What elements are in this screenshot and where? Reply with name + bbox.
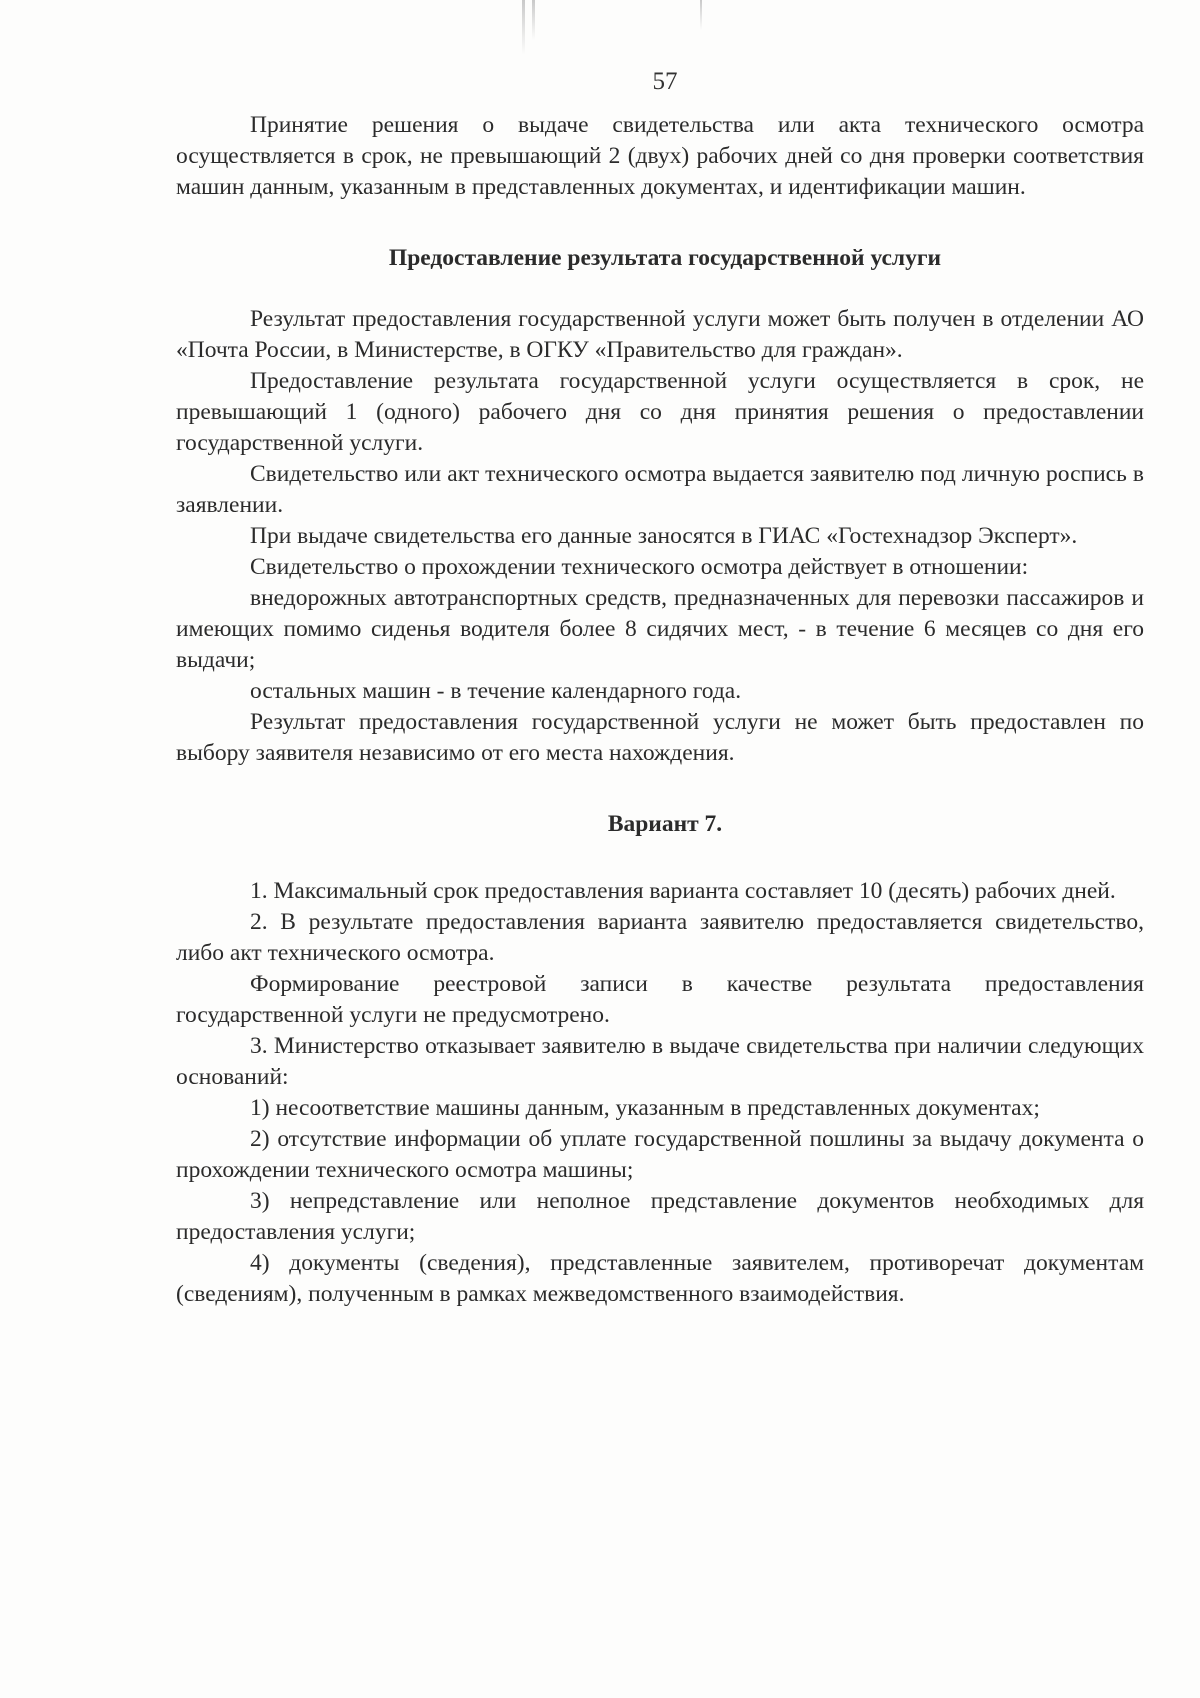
paragraph: Предоставление результата государственной услуги осуществляется в срок, не превышающий 1 (одного) рабочего дня со дня принятия решения о предоставлении государственной услуги. — [176, 368, 1144, 456]
paragraph: 1. Максимальный срок предоставления варианта составляет 10 (десять) рабочих дней. — [250, 878, 1116, 904]
paragraph: Формирование реестровой записи в качестве результата предоставления государственной услуги не предусмотрено. — [176, 971, 1144, 1028]
page-number: 57 — [652, 68, 678, 95]
paragraph: 3) непредставление или неполное представление документов необходимых для предоставления услуги; — [176, 1188, 1144, 1245]
section-heading: Вариант 7. — [607, 811, 723, 837]
paragraph: 1) несоответствие машины данным, указанным в представленных документах; — [250, 1095, 1040, 1121]
paragraph: остальных машин - в течение календарного года. — [250, 678, 742, 704]
document-body — [176, 110, 1144, 1310]
paragraph: При выдаче свидетельства его данные заносятся в ГИАС «Гостехнадзор Эксперт». — [250, 523, 1078, 549]
paragraph: Результат предоставления государственной услуги не может быть предоставлен по выбору заявителя независимо от его места нахождения. — [176, 709, 1144, 766]
scan-artifact — [700, 0, 702, 30]
paragraph: Свидетельство о прохождении технического осмотра действует в отношении: — [250, 554, 1029, 580]
paragraph: 3. Министерство отказывает заявителю в выдаче свидетельства при наличии следующих оснований: — [176, 1033, 1144, 1090]
paragraph: 2) отсутствие информации об уплате государственной пошлины за выдачу документа о прохождении технического осмотра машины; — [176, 1126, 1144, 1183]
paragraph: внедорожных автотранспортных средств, предназначенных для перевозки пассажиров и имеющих помимо сиденья водителя более 8 сидячих мест, - в течение 6 месяцев со дня его выдачи; — [176, 585, 1144, 673]
paragraph: 2. В результате предоставления варианта заявителю предоставляется свидетельство, либо акт технического осмотра. — [176, 909, 1144, 966]
section-heading: Предоставление результата государственной услуги — [388, 245, 942, 271]
paragraph: Принятие решения о выдаче свидетельства или акта технического осмотра осуществляется в срок, не превышающий 2 (двух) рабочих дней со дня проверки соответствия машин данным, указанным в представленных документах, и идентификации машин. — [176, 112, 1144, 200]
scan-artifact — [522, 0, 525, 55]
paragraph: 4) документы (сведения), представленные заявителем, противоречат документам (сведениям), полученным в рамках межведомственного взаимодействия. — [176, 1250, 1144, 1307]
scan-artifact — [532, 0, 535, 40]
paragraph: Результат предоставления государственной услуги может быть получен в отделении АО «Почта России, в Министерстве, в ОГКУ «Правительство для граждан». — [176, 306, 1144, 363]
paragraph: Свидетельство или акт технического осмотра выдается заявителю под личную роспись в заявлении. — [176, 461, 1144, 518]
